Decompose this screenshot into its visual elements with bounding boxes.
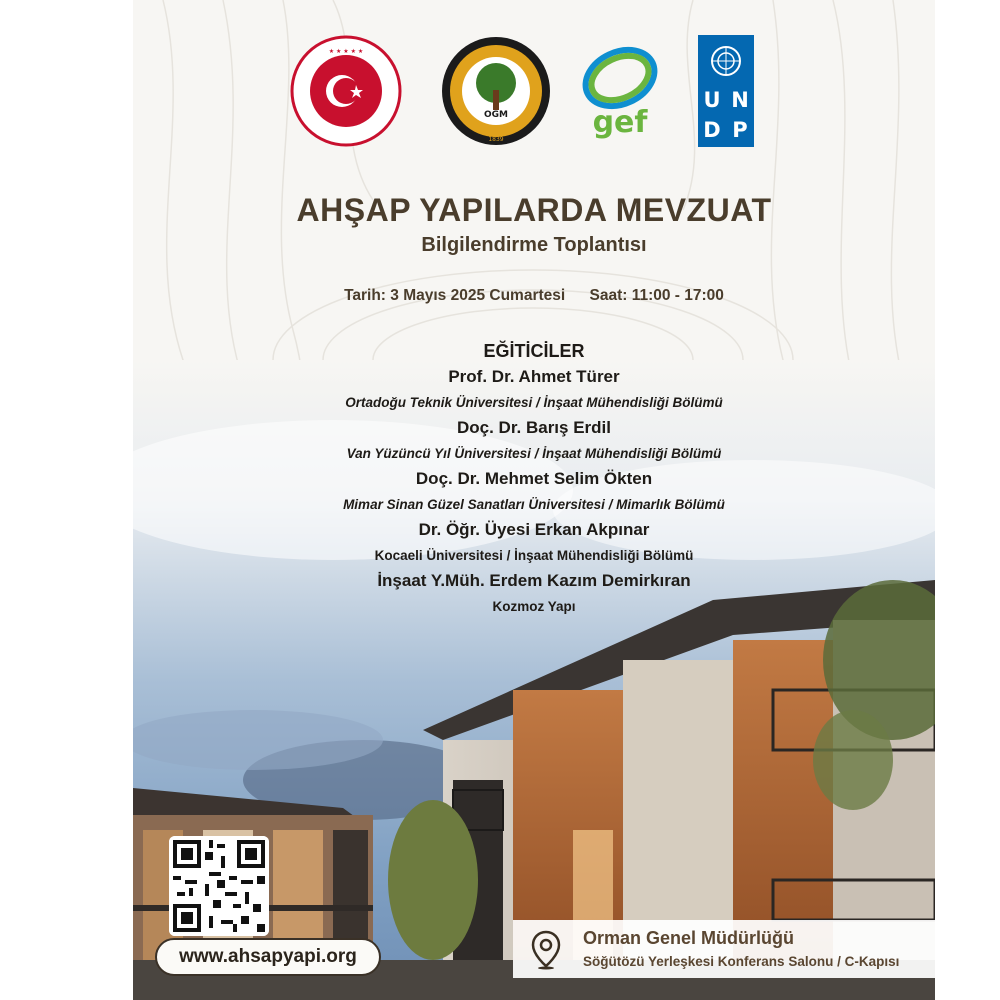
event-poster — [133, 0, 935, 1000]
trainer-institution: Mimar Sinan Güzel Sanatları Üniversitesi / Mimarlık Bölümü — [343, 497, 725, 512]
trainers-heading: EĞİTİCİLER — [483, 341, 585, 361]
undp-logo — [698, 35, 754, 147]
trainer-institution: Kocaeli Üniversitesi / İnşaat Mühendisliği Bölümü — [374, 548, 694, 563]
venue-name: Orman Genel Müdürlüğü — [583, 928, 795, 948]
undp-letter-p: P — [732, 118, 748, 142]
svg-text:★ ★ ★ ★ ★: ★ ★ ★ ★ ★ — [328, 48, 364, 55]
event-time: Saat: 11:00 - 17:00 — [589, 287, 724, 304]
trainer-name: İnşaat Y.Müh. Erdem Kazım Demirkıran — [377, 571, 691, 590]
location-pin-icon — [531, 930, 561, 970]
logo-row — [133, 30, 935, 150]
gef-wordmark: gef — [592, 105, 648, 140]
trainer-name: Dr. Öğr. Üyesi Erkan Akpınar — [418, 520, 650, 539]
event-date: Tarih: 3 Mayıs 2025 Cumartesi — [344, 287, 566, 304]
trainer-name: Prof. Dr. Ahmet Türer — [448, 367, 620, 386]
website-link[interactable]: www.ahsapyapi.org — [155, 938, 381, 976]
undp-letter-d: D — [703, 118, 721, 142]
ogm-abbr-text: OGM — [484, 110, 508, 120]
venue-place: Söğütözü Yerleşkesi Konferans Salonu / C-Kapısı — [583, 954, 900, 969]
trainer-name: Doç. Dr. Barış Erdil — [457, 418, 611, 437]
trainer-name: Doç. Dr. Mehmet Selim Ökten — [415, 469, 653, 488]
ogm-year-text: 1839 — [488, 136, 504, 143]
schedule-line — [133, 287, 935, 305]
trainer-institution: Kozmoz Yapı — [492, 599, 576, 614]
venue-box — [513, 920, 935, 978]
trainers-section — [133, 338, 935, 619]
undp-letter-u: U — [703, 88, 721, 112]
ogm-logo — [440, 35, 552, 147]
trainer-institution: Ortadoğu Teknik Üniversitesi / İnşaat Mühendisliği Bölümü — [345, 395, 723, 410]
tarim-orman-bakanligi-logo — [290, 35, 402, 147]
gef-logo — [578, 40, 662, 140]
un-emblem-icon — [704, 39, 748, 83]
event-subtitle: Bilgilendirme Toplantısı — [421, 234, 647, 256]
undp-letter-n: N — [731, 88, 749, 112]
event-title: AHŞAP YAPILARDA MEVZUAT — [296, 192, 772, 228]
trainer-institution: Van Yüzüncü Yıl Üniversitesi / İnşaat Mühendisliği Bölümü — [346, 446, 722, 461]
qr-code[interactable] — [169, 836, 269, 936]
